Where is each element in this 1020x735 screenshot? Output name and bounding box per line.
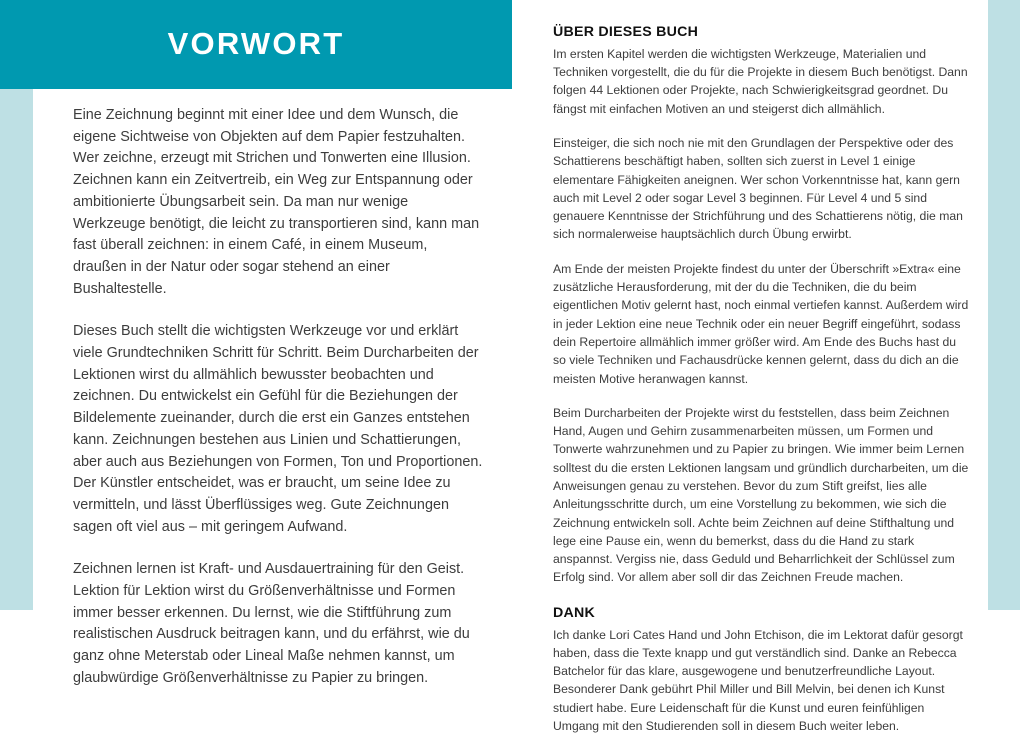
left-edge-accent-bar <box>0 89 33 610</box>
right-edge-accent-bar <box>988 0 1020 610</box>
section-heading-ueber-dieses-buch: ÜBER DIESES BUCH <box>553 24 699 40</box>
section-heading-dank: DANK <box>553 604 595 621</box>
paragraph: Im ersten Kapitel werden die wichtigsten Werkzeuge, Materialien und Techniken vorgestellt, die du für die Projekte in diesem Buch benötigst. Dann folgen 44 Lektionen oder Projekte, nach Schwierigkeitsgrad geordnet. Du fängst mit einfachen Motiven an und steigerst dich allmählich. <box>553 46 968 116</box>
paragraph: Beim Durcharbeiten der Projekte wirst du feststellen, dass beim Zeichnen Hand, Augen und Gehirn zusammenarbeiten müssen, um Formen und Tonwerte wahrzunehmen und zu Papier zu bringen. Wie immer beim Lernen solltest du die ersten Lektionen langsam und gründlich durcharbeiten, um die Anweisungen genau zu verstehen. Bevor du zum Stift greifst, lies alle Anleitungsschritte durch, um eine Vorstellung zu bekommen, wie sich die Zeichnung entwickeln soll. Achte beim Zeichnen auf deine Stifthaltung und lege eine Pause ein, wenn du bemerkst, dass du die Hand zu stark anspannst. Vergiss nie, dass Geduld und Beharrlichkeit der Schlüssel zum Erfolg sind. Vor allem aber soll dir das Zeichnen Freude machen. <box>553 405 969 585</box>
paragraph: Ich danke Lori Cates Hand und John Etchison, die im Lektorat dafür gesorgt haben, dass die Texte knapp und gut verständlich sind. Danke an Rebecca Batchelor für das klare, ausgewogene und benutzerfreundliche Layout. Besonderer Dank gebührt Phil Miller und Bill Melvin, bei denen ich Kunst studiert habe. Eure Leidenschaft für die Kunst und euren feinfühligen Umgang mit den Studierenden soll in diesem Buch weiter leben. <box>553 627 963 733</box>
right-text-column <box>553 24 971 735</box>
paragraph: Eine Zeichnung beginnt mit einer Idee und dem Wunsch, die eigene Sichtweise von Objekten auf dem Papier festzuhalten. Wer zeichne, erzeugt mit Strichen und Tonwerten eine Illusion. Zeichnen kann ein Zeitvertreib, ein Weg zur Entspannung oder ambitionierte Übungsarbeit sein. Da man nur wenige Werkzeuge benötigt, die leicht zu transportieren sind, kann man fast überall zeichnen: in einem Café, in einem Museum, draußen in der Natur oder sogar stehend an einer Bushaltestelle. <box>73 107 480 297</box>
paragraph: Einsteiger, die sich noch nie mit den Grundlagen der Perspektive oder des Schattierens beschäftigt haben, sollten sich zuerst in Level 1 einige elementare Fähigkeiten aneignen. Wer schon Vorkenntnisse hat, kann gern auch mit Level 2 oder sogar Level 3 beginnen. Für Level 4 und 5 sind genauere Kenntnisse der Strichführung und des Schattierens nötig, die man sich normalerweise hauptsächlich durch Übung erwirbt. <box>553 135 963 242</box>
paragraph: Dieses Buch stellt die wichtigsten Werkzeuge vor und erklärt viele Grundtechniken Schritt für Schritt. Beim Durcharbeiten der Lektionen wirst du allmählich bewusster beobachten und zeichnen. Du entwickelst ein Gefühl für die Beziehungen der Bildelemente zueinander, durch die erst ein Ganzes entstehen kann. Zeichnungen bestehen aus Linien und Schattierungen, aber auch aus Beziehungen von Formen, Ton und Proportionen. Der Künstler entscheidet, was er braucht, um seine Idee zu vermitteln, und lässt Überflüssiges weg. Gute Zeichnungen sagen oft viel aus – mit geringem Aufwand. <box>73 323 483 535</box>
paragraph: Am Ende der meisten Projekte findest du unter der Überschrift »Extra« eine zusätzliche Herausforderung, mit der du die Techniken, die du beim eigentlichen Motiv gelernt hast, noch einmal vertiefen kannst. Außerdem wird in jeder Lektion eine neue Technik oder ein neuer Begriff eingeführt, sodass dein Repertoire allmählich immer größer wird. Am Ende des Buchs hast du so viele Techniken und Fachausdrücke kennen gelernt, dass du dich an die meisten Motive heranwagen kannst. <box>553 261 969 386</box>
left-text-column <box>73 105 483 690</box>
page-title: VORWORT <box>167 26 345 61</box>
paragraph: Zeichnen lernen ist Kraft- und Ausdauertraining für den Geist. Lektion für Lektion wirst du Größenverhältnisse und Formen immer besser erkennen. Du lernst, wie die Stiftführung zum realistischen Ausdruck beitragen kann, und du erfährst, wie du ganz ohne Meterstab oder Lineal Maße nehmen kannst, um glaubwürdige Größenverhältnisse zu Papier zu bringen. <box>73 561 470 686</box>
page-title-band <box>0 0 512 89</box>
